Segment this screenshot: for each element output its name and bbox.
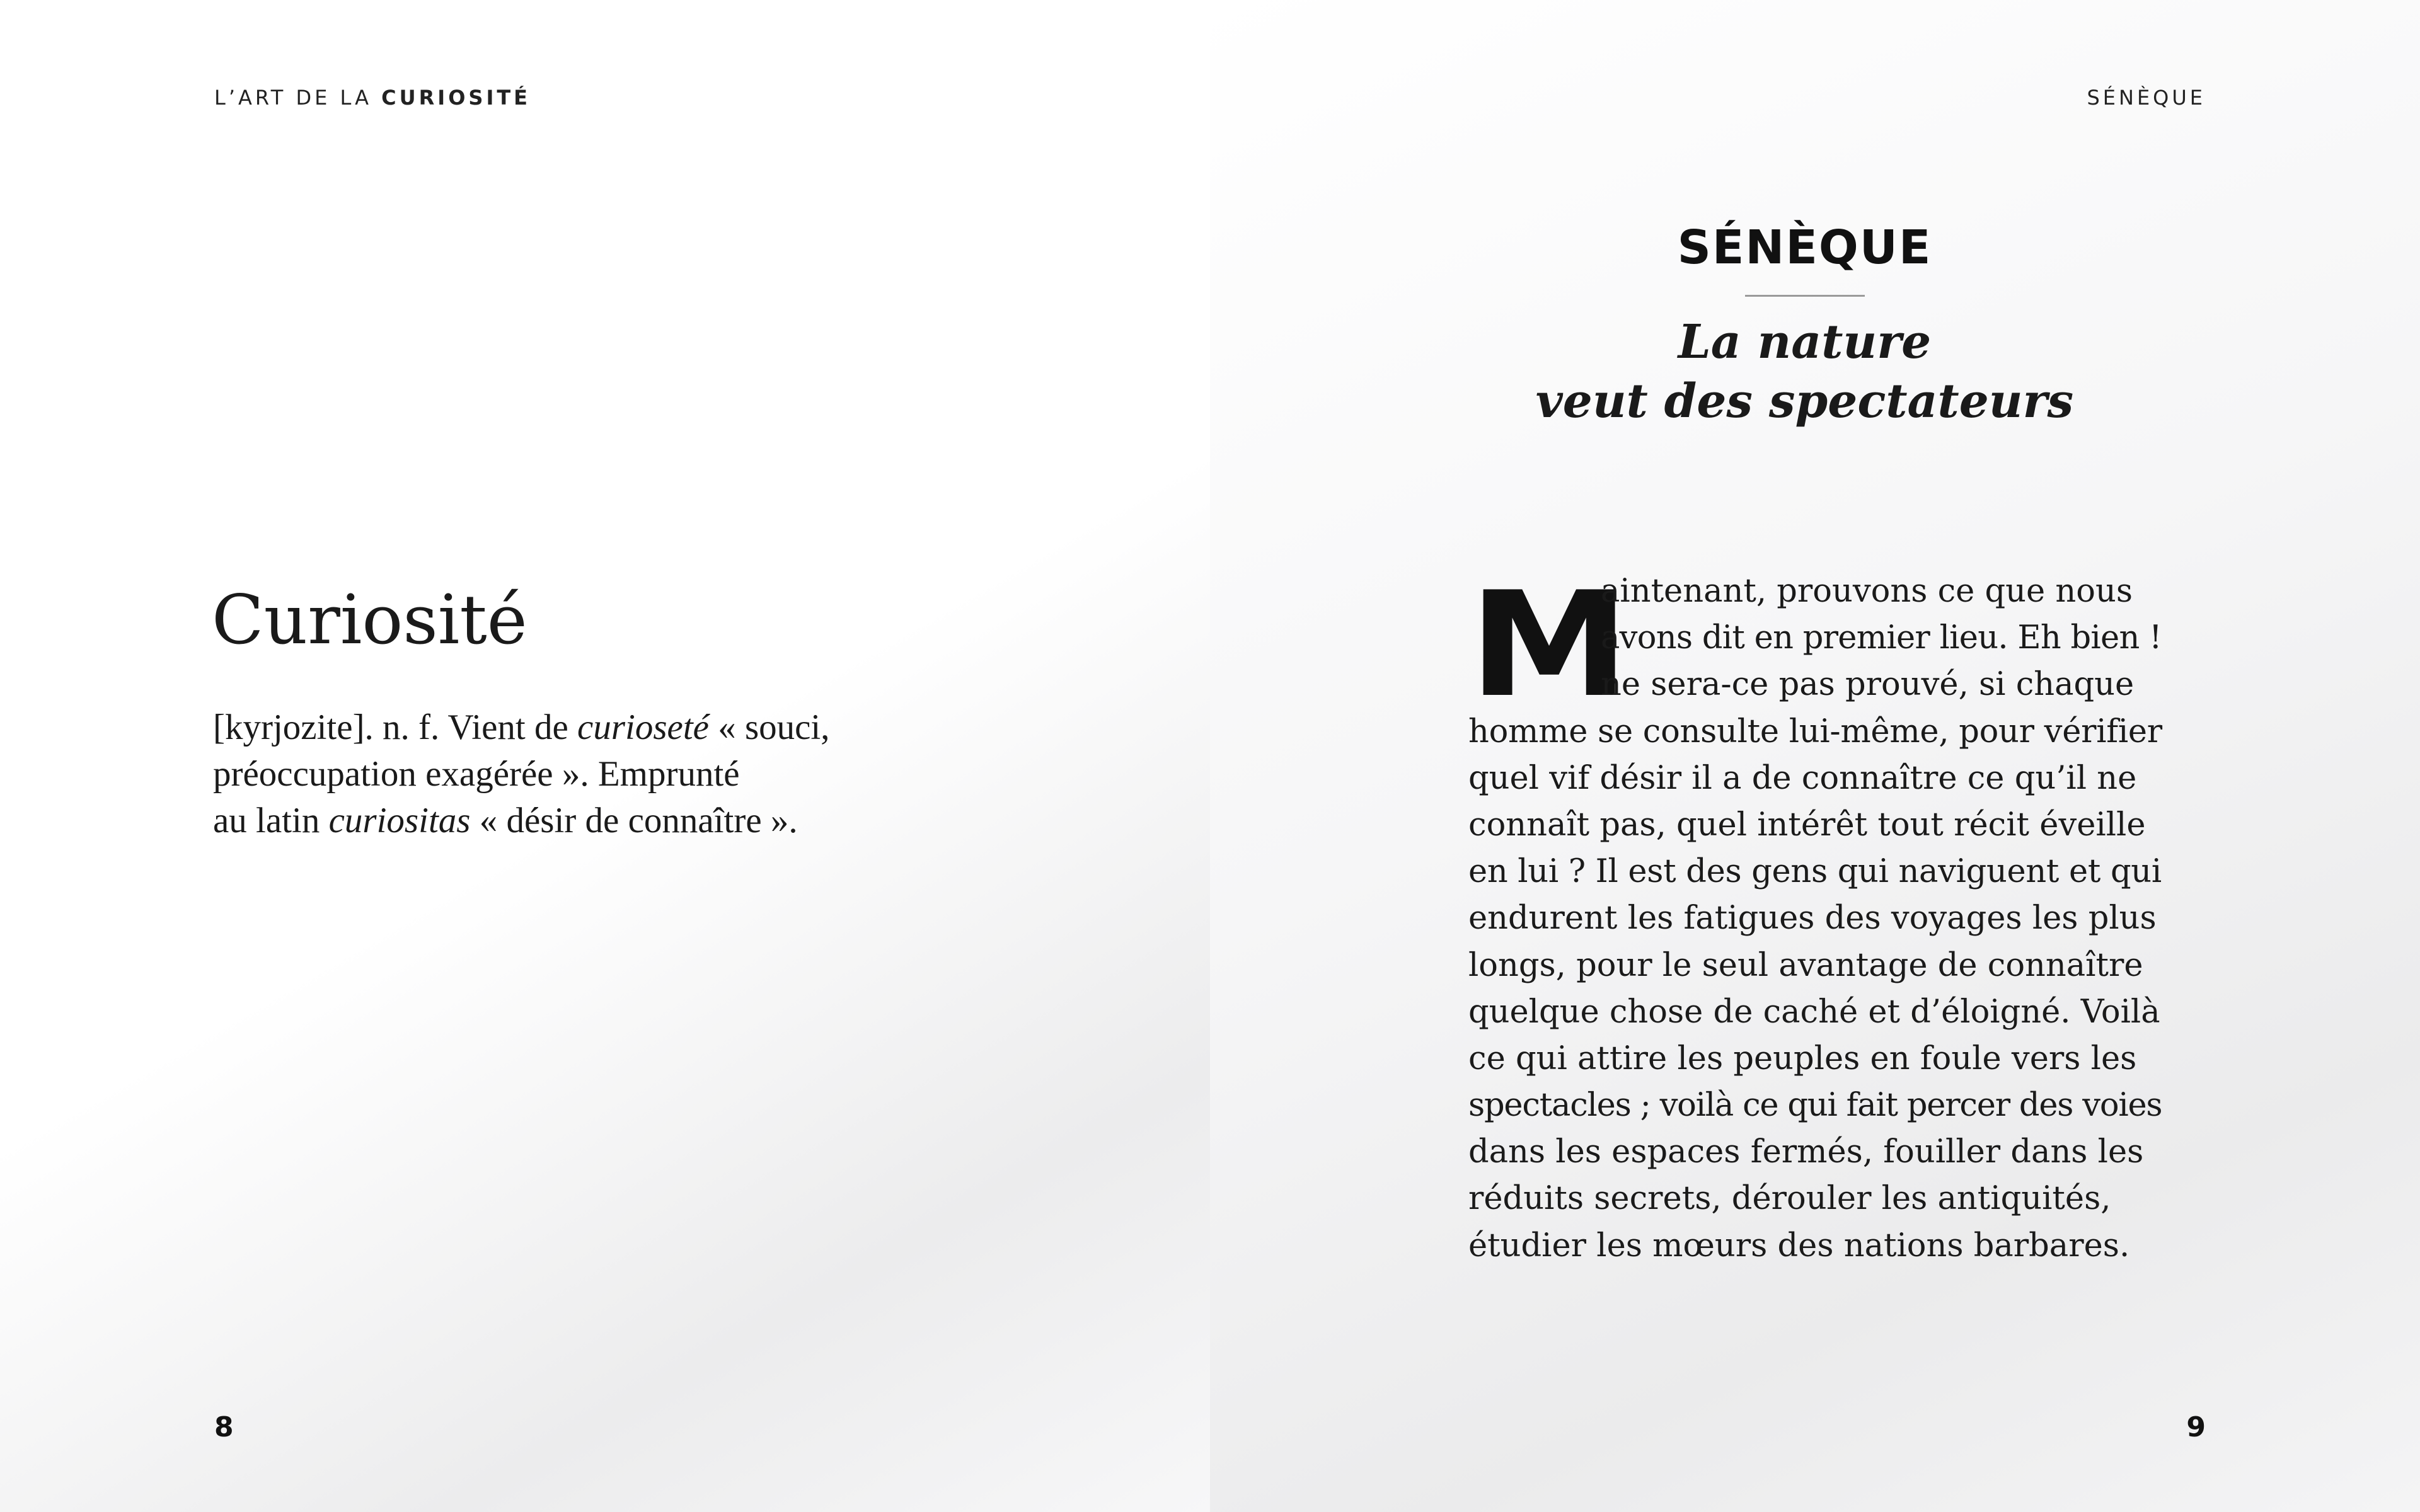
definition-italic-word: curioseté: [577, 707, 709, 747]
body-line: connaît pas, quel intérêt tout récit éveille: [1468, 806, 2146, 844]
body-line: quelque chose de caché et d’éloigné. Voilà: [1468, 993, 2160, 1031]
definition-text: [213, 704, 938, 844]
running-head-book-title: [214, 86, 531, 110]
body-line: spectacles ; voilà ce qui fait percer des voies: [1468, 1087, 2162, 1125]
title-divider: [1745, 295, 1865, 297]
definition-line: [213, 704, 938, 751]
body-line: homme se consulte lui-même, pour vérifier: [1468, 713, 2162, 750]
definition-text-segment: « souci,: [708, 707, 830, 747]
body-line: étudier les mœurs des nations barbares.: [1468, 1227, 2130, 1264]
page-number-right: 9: [2186, 1411, 2206, 1443]
body-text: [1468, 561, 2162, 1269]
running-head-author: SÉNÈQUE: [2087, 86, 2206, 110]
running-head-prefix: L’ART DE LA: [214, 86, 382, 110]
body-line: quel vif désir il a de connaître ce qu’il ne: [1468, 759, 2137, 797]
drop-cap: M: [1468, 561, 1630, 730]
body-line: longs, pour le seul avantage de connaître: [1468, 946, 2143, 984]
body-line: en lui ? Il est des gens qui naviguent et qui: [1468, 853, 2162, 891]
definition-text-segment: au latin: [213, 801, 329, 840]
body-line: aintenant, prouvons ce que nous: [1601, 573, 2133, 610]
definition-italic-word: curiositas: [328, 801, 471, 840]
definition-text-segment: préoccupation exagérée ». Emprunté: [213, 754, 740, 794]
body-line: avons dit en premier lieu. Eh bien !: [1601, 619, 2162, 657]
chapter-author: SÉNÈQUE: [1677, 220, 1932, 275]
definition-text-segment: « désir de connaître ».: [470, 801, 798, 840]
page-number-left: 8: [214, 1411, 234, 1443]
definition-title: Curiosité: [212, 581, 527, 660]
body-line: endurent les fatigues des voyages les plus: [1468, 900, 2157, 937]
chapter-title-line: veut des spectateurs: [1535, 374, 2074, 428]
chapter-title: [1210, 312, 2399, 431]
body-line: ne sera-ce pas prouvé, si chaque: [1601, 666, 2135, 704]
definition-line: [213, 798, 938, 844]
definition-text-segment: [kyrjozite]. n. f. Vient de: [213, 707, 578, 747]
body-line: ce qui attire les peuples en foule vers les: [1468, 1040, 2137, 1077]
right-page: [1210, 0, 2420, 1512]
chapter-title-line: La nature: [1678, 315, 1932, 369]
running-head-emphasis: CURIOSITÉ: [381, 86, 531, 110]
body-line: dans les espaces fermés, fouiller dans les: [1468, 1133, 2144, 1171]
definition-line: [213, 751, 938, 798]
body-line: réduits secrets, dérouler les antiquités,: [1468, 1180, 2111, 1218]
